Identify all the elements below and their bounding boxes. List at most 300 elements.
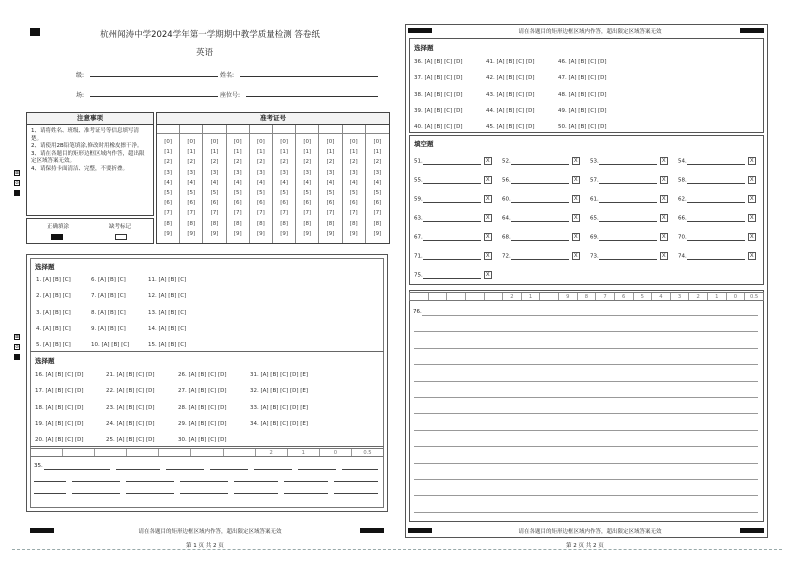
exam-id-digit-bubble[interactable]: [5] (187, 189, 196, 196)
fill-blank-line[interactable] (423, 196, 481, 203)
exam-id-digit-bubble[interactable]: [5] (257, 189, 265, 196)
essay-line[interactable] (414, 479, 758, 480)
mc-question[interactable]: 38. [A] [B] [C] [D] (414, 91, 463, 98)
exam-id-digit-bubble[interactable]: [4] (326, 179, 335, 186)
mc-column[interactable] (36, 277, 71, 358)
score-cell[interactable] (224, 449, 256, 456)
exam-id-digit-bubble[interactable]: [9] (349, 230, 358, 237)
fill-blank-line[interactable] (511, 177, 569, 184)
clear-mark-icon[interactable]: X (660, 214, 668, 222)
exam-id-digit-bubble[interactable]: [2] (257, 159, 265, 166)
fill-blank-line[interactable] (511, 215, 569, 222)
mc-column[interactable] (558, 59, 607, 140)
exam-id-digit-bubble[interactable]: [5] (164, 189, 172, 196)
answer-line[interactable] (298, 469, 336, 470)
mc-question[interactable]: 44. [A] [B] [C] [D] (486, 107, 535, 114)
essay-line[interactable] (414, 381, 758, 382)
mc-question[interactable]: 25. [A] [B] [C] [D] (106, 437, 155, 444)
answer-line[interactable] (180, 493, 228, 494)
exam-id-digit-bubble[interactable]: [6] (303, 200, 312, 207)
answer-line[interactable] (210, 469, 248, 470)
exam-id-digit-bubble[interactable]: [8] (257, 220, 265, 227)
exam-id-digit-bubble[interactable]: [0] (280, 139, 288, 145)
score-cell[interactable]: 7 (596, 293, 615, 300)
exam-id-column[interactable] (227, 125, 250, 243)
answer-line[interactable] (72, 481, 120, 482)
fill-blank[interactable] (678, 214, 756, 222)
exam-id-digit-bubble[interactable]: [9] (280, 230, 288, 237)
exam-id-digit-bubble[interactable]: [4] (257, 179, 265, 186)
score-cell[interactable]: 1 (288, 449, 320, 456)
score-bar[interactable] (30, 448, 384, 457)
fill-blank-line[interactable] (423, 215, 481, 222)
score-cell[interactable]: 3 (671, 293, 690, 300)
mc-column[interactable] (178, 372, 227, 453)
fill-blank[interactable] (414, 233, 492, 241)
mc-column[interactable] (486, 59, 535, 140)
exam-id-digit-bubble[interactable]: [9] (164, 230, 172, 237)
clear-mark-icon[interactable]: X (572, 252, 580, 260)
score-cell[interactable]: 2 (503, 293, 522, 300)
exam-id-digit-bubble[interactable]: [4] (164, 179, 172, 186)
exam-id-digit-bubble[interactable]: [2] (233, 159, 242, 166)
exam-id-grid[interactable] (157, 125, 389, 243)
fill-blank-line[interactable] (687, 215, 745, 222)
exam-id-digit-bubble[interactable]: [1] (326, 149, 335, 156)
clear-mark-icon[interactable]: X (572, 233, 580, 241)
exam-id-digit-bubble[interactable]: [1] (210, 149, 219, 156)
mc-question[interactable]: 1. [A] [B] [C] (36, 277, 71, 283)
answer-line[interactable] (166, 469, 204, 470)
answer-line[interactable] (126, 493, 174, 494)
mc-question[interactable]: 23. [A] [B] [C] [D] (106, 404, 155, 411)
answer-line[interactable] (284, 493, 328, 494)
exam-id-digit-bubble[interactable]: [5] (326, 189, 335, 196)
fill-blank[interactable] (414, 195, 492, 203)
exam-id-digit-bubble[interactable]: [3] (303, 169, 312, 176)
exam-id-digit-bubble[interactable]: [1] (303, 149, 312, 156)
mc-column[interactable] (106, 372, 155, 453)
exam-id-digit-bubble[interactable]: [6] (257, 200, 265, 207)
essay-line[interactable] (414, 348, 758, 349)
clear-mark-icon[interactable]: X (660, 195, 668, 203)
exam-id-entry-cell[interactable] (180, 125, 202, 134)
fill-blank-line[interactable] (599, 196, 657, 203)
exam-id-digit-bubble[interactable]: [7] (280, 210, 288, 217)
mc-question[interactable]: 42. [A] [B] [C] [D] (486, 75, 535, 82)
clear-mark-icon[interactable]: X (484, 157, 492, 165)
mc-question[interactable]: 37. [A] [B] [C] [D] (414, 75, 463, 82)
score-cell[interactable]: 4 (652, 293, 671, 300)
exam-id-digit-bubble[interactable]: [8] (326, 220, 335, 227)
mc-question[interactable]: 6. [A] [B] [C] (91, 277, 126, 283)
score-cell[interactable]: 0 (727, 293, 746, 300)
missing-mark-box[interactable] (115, 234, 127, 240)
clear-mark-icon[interactable]: X (484, 252, 492, 260)
essay-line[interactable] (422, 315, 758, 316)
exam-id-digit-bubble[interactable]: [8] (187, 220, 196, 227)
fill-blank-line[interactable] (599, 158, 657, 165)
fill-blank[interactable] (678, 252, 756, 260)
fill-blank[interactable] (502, 157, 580, 165)
exam-id-digit-bubble[interactable]: [9] (326, 230, 335, 237)
exam-id-digit-bubble[interactable]: [0] (210, 139, 219, 145)
exam-id-digit-bubble[interactable]: [0] (326, 139, 335, 145)
clear-mark-icon[interactable]: X (484, 214, 492, 222)
exam-id-digit-bubble[interactable]: [0] (303, 139, 312, 145)
fill-blank[interactable] (502, 176, 580, 184)
fill-blank[interactable] (502, 195, 580, 203)
mc-column[interactable] (250, 372, 308, 437)
clear-mark-icon[interactable]: X (484, 176, 492, 184)
score-cell[interactable] (447, 293, 466, 300)
fill-blank-line[interactable] (599, 253, 657, 260)
fill-blank-line[interactable] (423, 234, 481, 241)
exam-id-digit-bubble[interactable]: [7] (210, 210, 219, 217)
exam-id-digit-bubble[interactable]: [8] (303, 220, 312, 227)
fill-blank-line[interactable] (599, 234, 657, 241)
clear-mark-icon[interactable]: X (572, 195, 580, 203)
mc-question[interactable]: 21. [A] [B] [C] [D] (106, 372, 155, 378)
fill-blank-line[interactable] (423, 272, 481, 279)
mc-question[interactable]: 32. [A] [B] [C] [D] [E] (250, 388, 309, 395)
exam-id-digit-bubble[interactable]: [7] (233, 210, 242, 217)
mc-question[interactable]: 46. [A] [B] [C] [D] (558, 59, 607, 65)
fill-blank[interactable] (678, 157, 756, 165)
mc-question[interactable]: 50. [A] [B] [C] [D] (558, 124, 607, 131)
mc-question[interactable]: 5. [A] [B] [C] (36, 342, 71, 349)
mc-question[interactable]: 26. [A] [B] [C] [D] (178, 372, 227, 378)
mc-question[interactable]: 29. [A] [B] [C] [D] (178, 420, 227, 427)
mc-question[interactable]: 9. [A] [B] [C] (91, 325, 126, 332)
exam-id-digit-bubble[interactable]: [4] (373, 179, 382, 186)
exam-id-digit-bubble[interactable]: [4] (280, 179, 288, 186)
exam-id-digit-bubble[interactable]: [8] (164, 220, 172, 227)
fill-blank-line[interactable] (687, 158, 745, 165)
exam-id-column[interactable] (250, 125, 273, 243)
exam-id-column[interactable] (180, 125, 203, 243)
fill-blank[interactable] (590, 157, 668, 165)
fill-blank[interactable] (678, 195, 756, 203)
essay-line[interactable] (414, 512, 758, 513)
fill-blank[interactable] (590, 233, 668, 241)
exam-id-digit-bubble[interactable]: [2] (303, 159, 312, 166)
exam-id-digit-bubble[interactable]: [3] (233, 169, 242, 176)
exam-id-digit-bubble[interactable]: [6] (373, 200, 382, 207)
essay-line[interactable] (414, 430, 758, 431)
score-bar[interactable] (409, 292, 764, 301)
exam-id-digit-bubble[interactable]: [6] (164, 200, 172, 207)
essay-line[interactable] (414, 495, 758, 496)
score-cell[interactable]: 8 (578, 293, 597, 300)
exam-id-digit-bubble[interactable]: [6] (210, 200, 219, 207)
score-cell[interactable] (127, 449, 159, 456)
exam-id-digit-bubble[interactable]: [5] (303, 189, 312, 196)
fill-blank-line[interactable] (511, 253, 569, 260)
exam-id-digit-bubble[interactable]: [4] (303, 179, 312, 186)
exam-id-entry-cell[interactable] (227, 125, 249, 134)
fill-blank-line[interactable] (423, 177, 481, 184)
exam-id-digit-bubble[interactable]: [7] (303, 210, 312, 217)
exam-id-digit-bubble[interactable]: [7] (349, 210, 358, 217)
mc-question[interactable]: 3. [A] [B] [C] (36, 309, 71, 316)
answer-line[interactable] (334, 481, 378, 482)
clear-mark-icon[interactable]: X (660, 252, 668, 260)
exam-id-digit-bubble[interactable]: [4] (187, 179, 196, 186)
exam-id-digit-bubble[interactable]: [7] (326, 210, 335, 217)
fill-blank[interactable] (590, 214, 668, 222)
exam-id-digit-bubble[interactable]: [4] (349, 179, 358, 186)
score-cell[interactable] (410, 293, 429, 300)
exam-id-digit-bubble[interactable]: [3] (257, 169, 265, 176)
exam-id-digit-bubble[interactable]: [6] (187, 200, 196, 207)
exam-id-digit-bubble[interactable]: [9] (303, 230, 312, 237)
clear-mark-icon[interactable]: X (660, 233, 668, 241)
name-field[interactable] (240, 76, 378, 77)
exam-id-column[interactable] (273, 125, 296, 243)
mc-question[interactable]: 11. [A] [B] [C] (148, 277, 187, 283)
clear-mark-icon[interactable]: X (660, 157, 668, 165)
exam-id-digit-bubble[interactable]: [7] (164, 210, 172, 217)
mc-question[interactable]: 48. [A] [B] [C] [D] (558, 91, 607, 98)
exam-id-digit-bubble[interactable]: [8] (210, 220, 219, 227)
mc-column[interactable] (414, 59, 463, 140)
exam-id-digit-bubble[interactable]: [5] (280, 189, 288, 196)
score-cell[interactable]: 2 (689, 293, 708, 300)
mc-question[interactable]: 24. [A] [B] [C] [D] (106, 420, 155, 427)
fill-blank[interactable] (678, 176, 756, 184)
exam-id-digit-bubble[interactable]: [9] (373, 230, 382, 237)
exam-id-digit-bubble[interactable]: [2] (349, 159, 358, 166)
exam-id-digit-bubble[interactable]: [9] (210, 230, 219, 237)
answer-line[interactable] (116, 469, 160, 470)
score-cell[interactable] (31, 449, 63, 456)
mc-column[interactable] (91, 277, 129, 358)
clear-mark-icon[interactable]: X (660, 176, 668, 184)
exam-id-digit-bubble[interactable]: [1] (257, 149, 265, 156)
fill-blank[interactable] (590, 252, 668, 260)
fill-blank[interactable] (414, 176, 492, 184)
clear-mark-icon[interactable]: X (748, 233, 756, 241)
clear-mark-icon[interactable]: X (484, 195, 492, 203)
exam-id-digit-bubble[interactable]: [8] (233, 220, 242, 227)
mc-question[interactable]: 43. [A] [B] [C] [D] (486, 91, 535, 98)
mc-question[interactable]: 49. [A] [B] [C] [D] (558, 107, 607, 114)
clear-mark-icon[interactable]: X (748, 252, 756, 260)
exam-id-digit-bubble[interactable]: [1] (349, 149, 358, 156)
exam-id-column[interactable] (203, 125, 226, 243)
exam-id-entry-cell[interactable] (250, 125, 272, 134)
fill-blank-line[interactable] (423, 158, 481, 165)
essay-line[interactable] (414, 331, 758, 332)
clear-mark-icon[interactable]: X (748, 214, 756, 222)
fill-blank-line[interactable] (599, 177, 657, 184)
answer-line[interactable] (334, 493, 378, 494)
clear-mark-icon[interactable]: X (748, 195, 756, 203)
answer-line[interactable] (34, 493, 66, 494)
exam-id-digit-bubble[interactable]: [2] (210, 159, 219, 166)
fill-blank[interactable] (590, 195, 668, 203)
score-cell[interactable] (466, 293, 485, 300)
mc-question[interactable]: 19. [A] [B] [C] [D] (35, 420, 84, 427)
mc-question[interactable]: 18. [A] [B] [C] [D] (35, 404, 84, 411)
fill-blank-line[interactable] (687, 234, 745, 241)
exam-id-digit-bubble[interactable]: [3] (326, 169, 335, 176)
exam-id-digit-bubble[interactable]: [0] (349, 139, 358, 145)
fill-blank-line[interactable] (599, 215, 657, 222)
fill-blank[interactable] (502, 233, 580, 241)
clear-mark-icon[interactable]: X (748, 157, 756, 165)
exam-id-entry-cell[interactable] (296, 125, 318, 134)
mc-question[interactable]: 22. [A] [B] [C] [D] (106, 388, 155, 395)
mc-question[interactable]: 40. [A] [B] [C] [D] (414, 124, 463, 131)
exam-id-digit-bubble[interactable]: [3] (210, 169, 219, 176)
exam-id-digit-bubble[interactable]: [7] (257, 210, 265, 217)
score-cell[interactable]: 6 (615, 293, 634, 300)
exam-id-digit-bubble[interactable]: [0] (187, 139, 196, 145)
exam-id-digit-bubble[interactable]: [1] (164, 149, 172, 156)
mc-question[interactable]: 36. [A] [B] [C] [D] (414, 59, 463, 65)
exam-id-entry-cell[interactable] (366, 125, 389, 134)
exam-id-digit-bubble[interactable]: [9] (257, 230, 265, 237)
exam-id-digit-bubble[interactable]: [9] (187, 230, 196, 237)
mc-question[interactable]: 7. [A] [B] [C] (91, 293, 126, 300)
fill-blank-line[interactable] (687, 253, 745, 260)
fill-blank-line[interactable] (423, 253, 481, 260)
exam-id-entry-cell[interactable] (273, 125, 295, 134)
essay-line[interactable] (414, 446, 758, 447)
score-cell[interactable] (540, 293, 559, 300)
exam-id-digit-bubble[interactable]: [2] (164, 159, 172, 166)
fill-blank-line[interactable] (687, 177, 745, 184)
fill-blank[interactable] (590, 176, 668, 184)
exam-id-digit-bubble[interactable]: [6] (233, 200, 242, 207)
mc-question[interactable]: 16. [A] [B] [C] [D] (35, 372, 84, 378)
fill-blank[interactable] (502, 252, 580, 260)
essay-line[interactable] (414, 364, 758, 365)
exam-id-entry-cell[interactable] (203, 125, 225, 134)
fill-blank[interactable] (414, 271, 492, 279)
exam-id-digit-bubble[interactable]: [3] (373, 169, 382, 176)
seat-field[interactable] (246, 96, 378, 97)
clear-mark-icon[interactable]: X (484, 233, 492, 241)
exam-id-digit-bubble[interactable]: [7] (373, 210, 382, 217)
exam-id-digit-bubble[interactable]: [1] (233, 149, 242, 156)
mc-question[interactable]: 41. [A] [B] [C] [D] (486, 59, 535, 65)
mc-question[interactable]: 47. [A] [B] [C] [D] (558, 75, 607, 82)
fill-blank[interactable] (678, 233, 756, 241)
fill-blank-line[interactable] (687, 196, 745, 203)
exam-id-digit-bubble[interactable]: [2] (373, 159, 382, 166)
score-cell[interactable]: 9 (559, 293, 578, 300)
exam-id-digit-bubble[interactable]: [3] (164, 169, 172, 176)
mc-question[interactable]: 2. [A] [B] [C] (36, 293, 71, 300)
exam-id-column[interactable] (366, 125, 389, 243)
exam-id-column[interactable] (343, 125, 366, 243)
exam-id-digit-bubble[interactable]: [3] (187, 169, 196, 176)
mc-question[interactable]: 10. [A] [B] [C] (91, 342, 130, 349)
fill-blank[interactable] (414, 214, 492, 222)
essay-line[interactable] (414, 463, 758, 464)
fill-blank[interactable] (414, 252, 492, 260)
exam-id-digit-bubble[interactable]: [1] (187, 149, 196, 156)
answer-line[interactable] (44, 469, 110, 470)
essay-line[interactable] (414, 397, 758, 398)
essay-line[interactable] (414, 413, 758, 414)
exam-id-digit-bubble[interactable]: [8] (280, 220, 288, 227)
exam-id-digit-bubble[interactable]: [5] (210, 189, 219, 196)
exam-id-digit-bubble[interactable]: [4] (210, 179, 219, 186)
answer-line[interactable] (234, 481, 278, 482)
answer-line[interactable] (342, 469, 378, 470)
exam-id-digit-bubble[interactable]: [6] (326, 200, 335, 207)
mc-question[interactable]: 8. [A] [B] [C] (91, 309, 126, 316)
mc-question[interactable]: 28. [A] [B] [C] [D] (178, 404, 227, 411)
answer-line[interactable] (254, 469, 292, 470)
mc-question[interactable]: 13. [A] [B] [C] (148, 309, 187, 316)
mc-question[interactable]: 45. [A] [B] [C] [D] (486, 124, 535, 131)
mc-question[interactable]: 12. [A] [B] [C] (148, 293, 187, 300)
exam-id-entry-cell[interactable] (319, 125, 341, 134)
mc-question[interactable]: 4. [A] [B] [C] (36, 325, 71, 332)
fill-blank-line[interactable] (511, 158, 569, 165)
exam-id-digit-bubble[interactable]: [0] (164, 139, 172, 145)
mc-question[interactable]: 14. [A] [B] [C] (148, 325, 187, 332)
exam-id-digit-bubble[interactable]: [6] (349, 200, 358, 207)
answer-line[interactable] (72, 493, 120, 494)
score-cell[interactable]: 5 (634, 293, 653, 300)
score-cell[interactable] (191, 449, 223, 456)
class-field[interactable] (90, 76, 218, 77)
clear-mark-icon[interactable]: X (572, 214, 580, 222)
exam-id-entry-cell[interactable] (343, 125, 365, 134)
answer-line[interactable] (284, 481, 328, 482)
exam-id-digit-bubble[interactable]: [3] (349, 169, 358, 176)
mc-question[interactable]: 33. [A] [B] [C] [D] [E] (250, 404, 309, 411)
exam-id-digit-bubble[interactable]: [5] (233, 189, 242, 196)
exam-id-digit-bubble[interactable]: [2] (326, 159, 335, 166)
mc-question[interactable]: 17. [A] [B] [C] [D] (35, 388, 84, 395)
mc-question[interactable]: 39. [A] [B] [C] [D] (414, 107, 463, 114)
room-field[interactable] (90, 96, 218, 97)
exam-id-digit-bubble[interactable]: [0] (373, 139, 382, 145)
score-cell[interactable]: 0.5 (749, 294, 759, 300)
fill-blank-line[interactable] (511, 234, 569, 241)
answer-line[interactable] (126, 481, 174, 482)
exam-id-digit-bubble[interactable]: [4] (233, 179, 242, 186)
clear-mark-icon[interactable]: X (572, 176, 580, 184)
score-cell[interactable]: 0.5 (363, 450, 372, 456)
exam-id-digit-bubble[interactable]: [1] (280, 149, 288, 156)
exam-id-column[interactable] (157, 125, 180, 243)
exam-id-digit-bubble[interactable]: [0] (233, 139, 242, 145)
score-cell[interactable] (95, 449, 127, 456)
exam-id-digit-bubble[interactable]: [1] (373, 149, 382, 156)
mc-question[interactable]: 30. [A] [B] [C] [D] (178, 437, 227, 444)
score-cell[interactable] (429, 293, 448, 300)
score-cell[interactable] (485, 293, 504, 300)
exam-id-digit-bubble[interactable]: [5] (373, 189, 382, 196)
exam-id-digit-bubble[interactable]: [2] (187, 159, 196, 166)
mc-column[interactable] (148, 277, 186, 358)
mc-question[interactable]: 31. [A] [B] [C] [D] [E] (250, 372, 309, 378)
exam-id-digit-bubble[interactable]: [0] (257, 139, 265, 145)
exam-id-digit-bubble[interactable]: [9] (233, 230, 242, 237)
exam-id-digit-bubble[interactable]: [7] (187, 210, 196, 217)
mc-question[interactable]: 27. [A] [B] [C] [D] (178, 388, 227, 395)
exam-id-digit-bubble[interactable]: [8] (373, 220, 382, 227)
exam-id-column[interactable] (319, 125, 342, 243)
